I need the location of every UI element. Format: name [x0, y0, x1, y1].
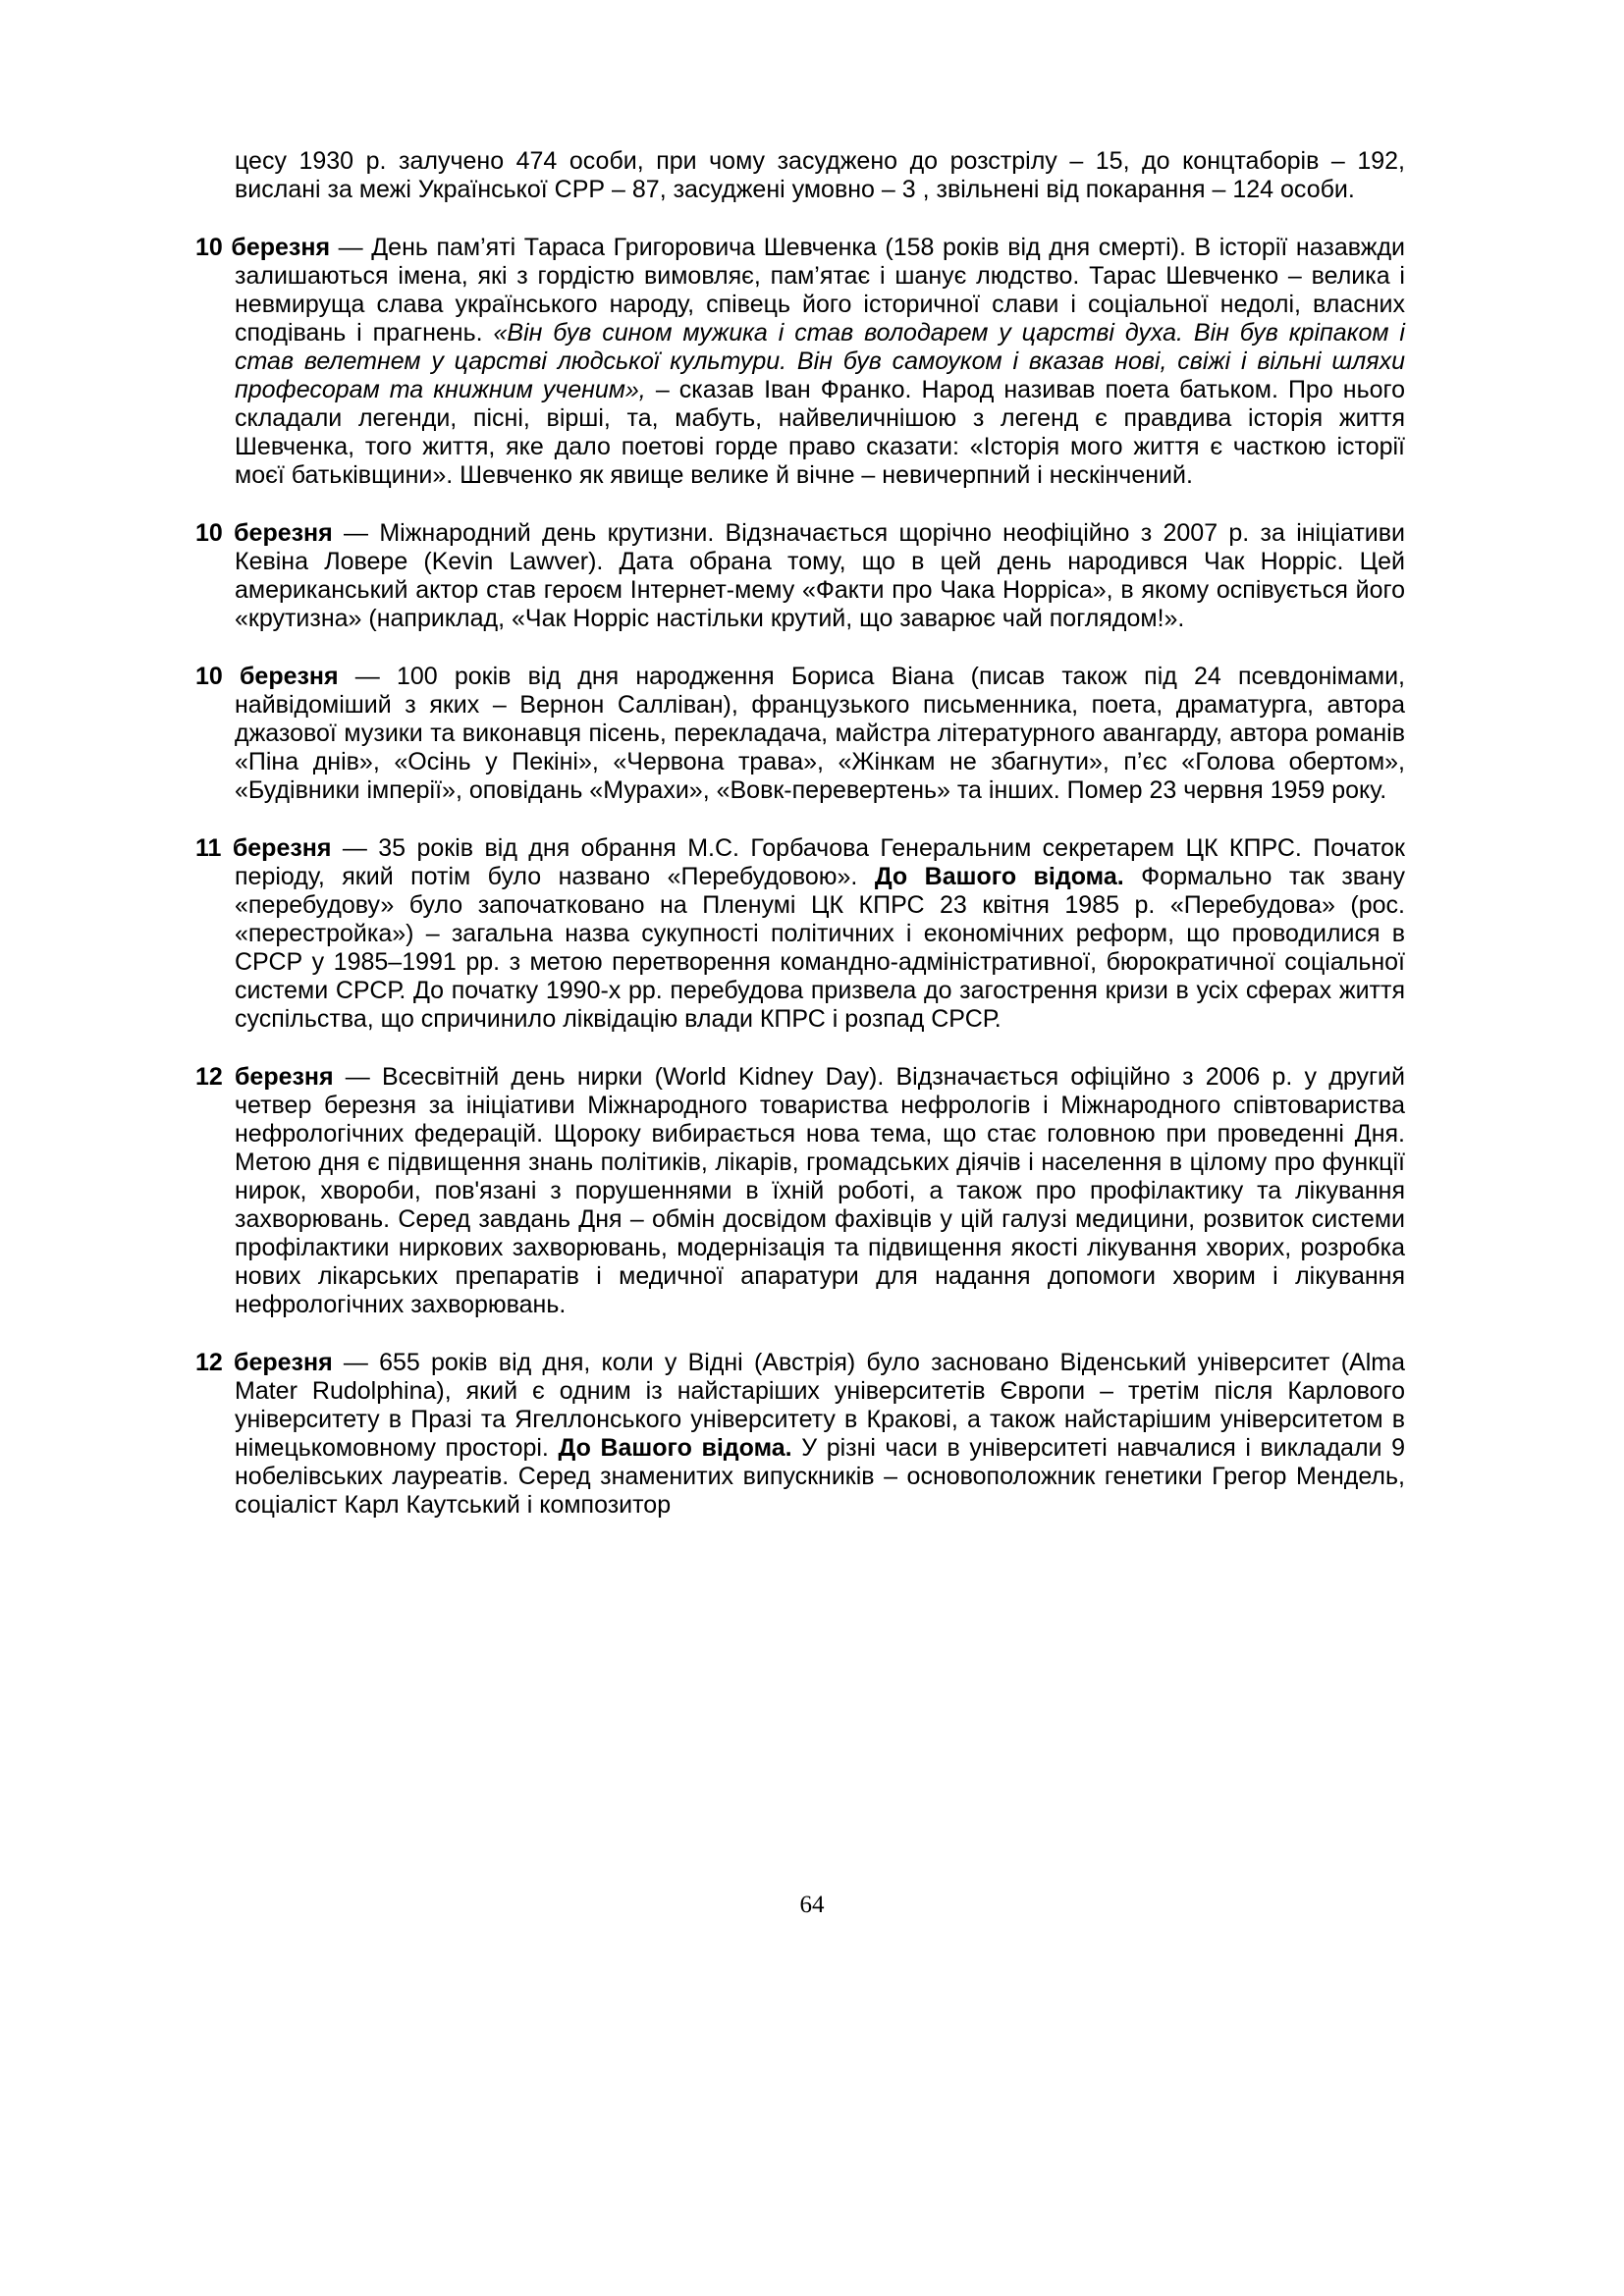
- entry-gorbachev: [195, 834, 1405, 1034]
- entry-text-continued: Формально так звану «перебудову» було започатковано на Пленумі ЦК КПРС 23 квітня 1985 р. «Перебудова» (рос. «перестройка») – загальна назва сукупності політичних і економічних реформ, що проводилися в СРСР у 1985–1991 рр. з метою перетворення командно-адміністративної, бюрократичної соціальної системи СРСР. До початку 1990-х рр. перебудова призвела до загострення кризи в усіх сферах життя суспільства, що спричинило ліквідацію влади КПРС і розпад СРСР.: [235, 863, 1406, 1033]
- entry-date: 10 березня: [195, 519, 333, 547]
- entry-boris-vian: [195, 663, 1405, 805]
- document-page: [195, 147, 1405, 1549]
- paragraph-continuation: [195, 147, 1405, 204]
- note-label: До Вашого відома.: [558, 1434, 792, 1462]
- entry-text: — 655 років від дня, коли у Відні (Австрія) було засновано Віденський університет (Alma Mater Rudolphina), який є одним із найстаріших університетів Європи – третім після Карлового університету в Празі та Ягеллонського університету в Кракові, а також найстарішим університетом в німецькомовному просторі.: [235, 1349, 1405, 1462]
- entry-coolness-day: [195, 519, 1405, 633]
- entry-kidney-day: [195, 1063, 1405, 1319]
- entry-date: 12 березня: [195, 1063, 334, 1091]
- entry-text: — День пам’яті Тараса Григоровича Шевченка (158 років від дня смерті). В історії назавжди залишаються імена, які з гордістю вимовляє, пам’ятає і шанує людство. Тарас Шевченко – велика і невмируща слава українського народу, співець його історичної слави і соціальної недолі, власних сподівань і прагнень.: [235, 234, 1405, 347]
- entry-vienna-university: [195, 1349, 1405, 1520]
- entry-date: 10 березня: [195, 663, 339, 690]
- entry-text-continued: У різні часи в університеті навчалися і викладали 9 нобелівських лауреатів. Серед знаменитих випускників – основоположник генетики Грегор Мендель, соціаліст Карл Каутський і композитор: [235, 1434, 1406, 1519]
- page-number: 64: [799, 1892, 825, 1918]
- entry-text: — 35 років від дня обрання М.С. Горбачова Генеральним секретарем ЦК КПРС. Початок періоду, який потім було названо «Перебудовою».: [235, 834, 1405, 890]
- paragraph-text: цесу 1930 р. залучено 474 особи, при чому засуджено до розстрілу – 15, до концтаборів – 192, вислані за межі Української СРР – 87, засуджені умовно – 3 , звільнені від покарання – 124 особи.: [235, 147, 1405, 203]
- franko-quote: «Він був сином мужика і став володарем у царстві духа. Він був кріпаком і став велетнем у царстві людської культури. Він був самоуком і вказав нові, свіжі і вільні шляхи професорам та книжним ученим»,: [235, 319, 1405, 403]
- entry-date: 10 березня: [195, 234, 331, 261]
- entry-text: — 100 років від дня народження Бориса Віана (писав також під 24 псевдонімами, найвідоміший з яких – Вернон Салліван), французького письменника, поета, драматурга, автора джазової музики та виконавця пісень, перекладача, майстра літературного авангарду, автора романів «Піна днів», «Осінь у Пекіні», «Червона трава», «Жінкам не збагнути», п’єс «Голова обертом», «Будівники імперії», оповідань «Мурахи», «Вовк-перевертень» та інших. Помер 23 червня 1959 року.: [235, 663, 1405, 804]
- entry-text: — Міжнародний день крутизни. Відзначається щорічно неофіційно з 2007 р. за ініціативи Кевіна Ловере (Kevin Lawver). Дата обрана тому, що в цей день народився Чак Норріс. Цей американський актор став героєм Інтернет-мему «Факти про Чака Норріса», в якому оспівується його «крутизна» (наприклад, «Чак Норріс настільки крутий, що заварює чай поглядом!».: [235, 519, 1405, 632]
- entry-text-continued: – сказав Іван Франко. Народ називав поета батьком. Про нього складали легенди, пісні, вірші, та, мабуть, найвеличнішою з легенд є правдива історія життя Шевченка, того життя, яке дало поетові горде право сказати: «Історія мого життя є часткою історії моєї батьківщини». Шевченко як явище велике й вічне – невичерпний і нескінчений.: [235, 376, 1405, 489]
- note-label: До Вашого відома.: [874, 863, 1124, 890]
- entry-shevchenko-day: [195, 234, 1405, 490]
- entry-date: 12 березня: [195, 1349, 333, 1376]
- entry-date: 11 березня: [195, 834, 332, 862]
- entry-text: — Всесвітній день нирки (World Kidney Day). Відзначається офіційно з 2006 р. у другий четвер березня за ініціативи Міжнародного товариства нефрологів і Міжнародного співтовариства нефрологічних федерацій. Щороку вибирається нова тема, що стає головною при проведенні Дня. Метою дня є підвищення знань політиків, лікарів, громадських діячів і населення в цілому про функції нирок, хвороби, пов'язані з порушеннями в їхній роботі, а також про профілактику та лікування захворювань. Серед завдань Дня – обмін досвідом фахівців у цій галузі медицини, розвиток системи профілактики ниркових захворювань, модернізація та підвищення якості лікування хворих, розробка нових лікарських препаратів і медичної апаратури для надання допомоги хворим і лікування нефрологічних захворювань.: [235, 1063, 1405, 1318]
